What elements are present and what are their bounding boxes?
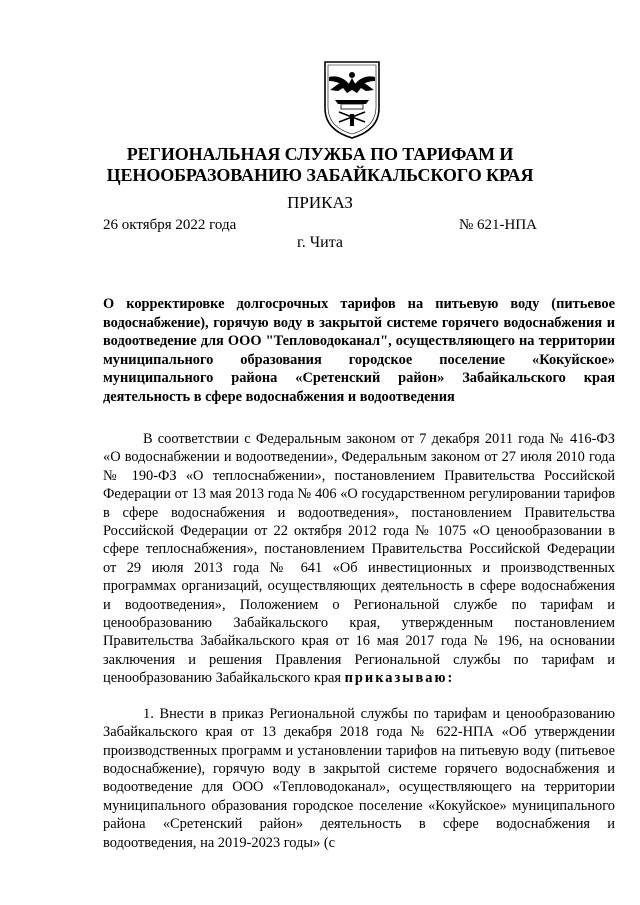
- document-city: г. Чита: [296, 234, 343, 251]
- order-word: приказываю:: [344, 670, 455, 687]
- document-title: О корректировке долгосрочных тарифов на питьевую воду (питьевое водоснабжение), горячую воду в закрытой системе горячего водоснабжения и водоотведение для ООО "Тепловодоканал", осуществляющего на территории муниципального образования городское поселение «Кокуйское» муниципального района «Сретенский район» Забайкальского края деятельность в сфере водоснабжения и водоотведения: [103, 296, 615, 405]
- coat-of-arms-icon: [321, 60, 383, 140]
- preamble-paragraph: [103, 430, 615, 688]
- document-number: № 621-НПА: [458, 217, 537, 233]
- preamble-text: В соответствии с Федеральным законом от 7 декабря 2011 года № 416-ФЗ «О водоснабжении и водоотведении», Федеральным законом от 27 июля 2010 года № 190-ФЗ «О теплоснабжении», постановлением Правительства Российской Федерации от 13 мая 2013 года № 406 «О государственном регулировании тарифов в сфере водоснабжения и водоотведения», постановлением Правительства Российской Федерации от 22 октября 2012 года № 1075 «О ценообразовании в сфере теплоснабжения», постановлением Правительства Российской Федерации от 29 июля 2013 года № 641 «Об инвестиционных и производственных программах организаций, осуществляющих деятельность в сфере водоснабжения и водоотведения», Положением о Региональной службе по тарифам и ценообразованию Забайкальского края, утвержденным постановлением Правительства Забайкальского края от 16 мая 2017 года № 196, на основании заключения и решения Правления Региональной службы по тарифам и ценообразованию Забайкальского края: [103, 431, 615, 687]
- document-type: ПРИКАЗ: [287, 193, 353, 212]
- document-body: [103, 430, 615, 852]
- agency-name: РЕГИОНАЛЬНАЯ СЛУЖБА ПО ТАРИФАМ И ЦЕНООБРАЗОВАНИЮ ЗАБАЙКАЛЬСКОГО КРАЯ: [106, 144, 534, 185]
- clause-1-paragraph: 1. Внести в приказ Региональной службы по тарифам и ценообразованию Забайкальского края от 13 декабря 2018 года № 622-НПА «Об утверждении производственных программ и установлении тарифов на питьевую воду (питьевое водоснабжение), горячую воду в закрытой системе горячего водоснабжения и водоотведение для ООО «Тепловодоканал», осуществляющего на территории муниципального образования городское поселение «Кокуйское» муниципального района «Сретенский район» деятельность в сфере водоснабжения и водоотведения, на 2019-2023 годы» (с: [103, 705, 615, 851]
- document-date: 26 октября 2022 года: [103, 217, 237, 233]
